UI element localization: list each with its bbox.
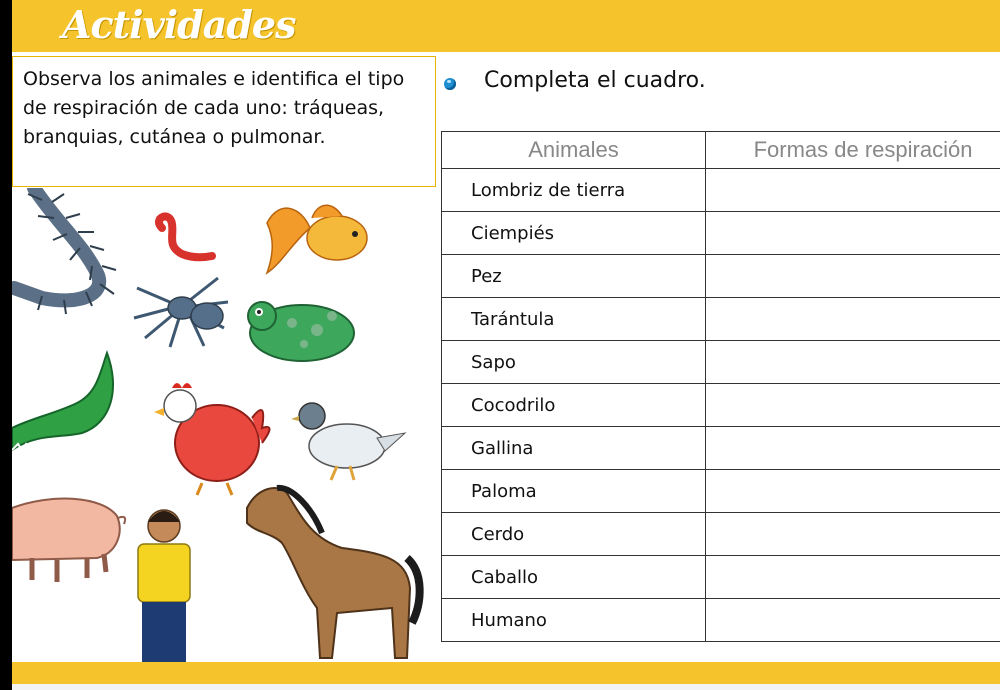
table-row xyxy=(442,556,1000,599)
column-header-animals: Animales xyxy=(442,132,706,169)
table-row xyxy=(442,169,1000,212)
table-row xyxy=(442,427,1000,470)
table-row xyxy=(442,298,1000,341)
hen-icon xyxy=(154,383,270,495)
table-row xyxy=(442,255,1000,298)
respiration-table xyxy=(441,131,1000,642)
animal-name: Tarántula xyxy=(442,298,706,341)
footer-line xyxy=(12,684,1000,690)
animal-name: Ciempiés xyxy=(442,212,706,255)
tarantula-icon xyxy=(134,278,228,347)
animal-name: Gallina xyxy=(442,427,706,470)
animal-name: Humano xyxy=(442,599,706,642)
fish-icon xyxy=(267,205,367,273)
header-bar xyxy=(12,0,1000,52)
answer-cell[interactable] xyxy=(706,513,1000,556)
column-header-breathing: Formas de respiración xyxy=(706,132,1000,169)
task-text: Completa el cuadro. xyxy=(484,68,706,93)
animal-name: Cocodrilo xyxy=(442,384,706,427)
pigeon-icon xyxy=(291,403,405,480)
left-border xyxy=(0,0,12,690)
table-row xyxy=(442,341,1000,384)
toad-icon xyxy=(248,302,354,361)
animal-name: Paloma xyxy=(442,470,706,513)
answer-cell[interactable] xyxy=(706,470,1000,513)
animal-name: Cerdo xyxy=(442,513,706,556)
answer-cell[interactable] xyxy=(706,556,1000,599)
answer-cell[interactable] xyxy=(706,427,1000,470)
animal-name: Lombriz de tierra xyxy=(442,169,706,212)
earthworm-icon xyxy=(159,216,212,257)
animal-name: Sapo xyxy=(442,341,706,384)
answer-cell[interactable] xyxy=(706,169,1000,212)
table-row xyxy=(442,384,1000,427)
boy-icon xyxy=(138,510,190,662)
animals-illustration xyxy=(12,188,440,662)
footer-bar xyxy=(12,662,1000,684)
table-row xyxy=(442,599,1000,642)
answer-cell[interactable] xyxy=(706,212,1000,255)
crocodile-icon xyxy=(12,353,113,450)
animal-name: Pez xyxy=(442,255,706,298)
centipede-icon xyxy=(14,188,116,314)
answer-cell[interactable] xyxy=(706,298,1000,341)
answer-cell[interactable] xyxy=(706,255,1000,298)
answer-cell[interactable] xyxy=(706,599,1000,642)
table-row xyxy=(442,212,1000,255)
table-header-row xyxy=(442,132,1000,169)
answer-cell[interactable] xyxy=(706,341,1000,384)
table-row xyxy=(442,513,1000,556)
page-title: Actividades xyxy=(62,2,296,47)
answer-cell[interactable] xyxy=(706,384,1000,427)
animal-name: Caballo xyxy=(442,556,706,599)
instruction-box: Observa los animales e identifica el tipo de respiración de cada uno: tráqueas, branquias, cutánea o pulmonar. xyxy=(12,56,436,187)
bullet-icon xyxy=(444,78,456,90)
horse-icon xyxy=(247,488,420,658)
table-row xyxy=(442,470,1000,513)
pig-icon xyxy=(12,499,125,582)
